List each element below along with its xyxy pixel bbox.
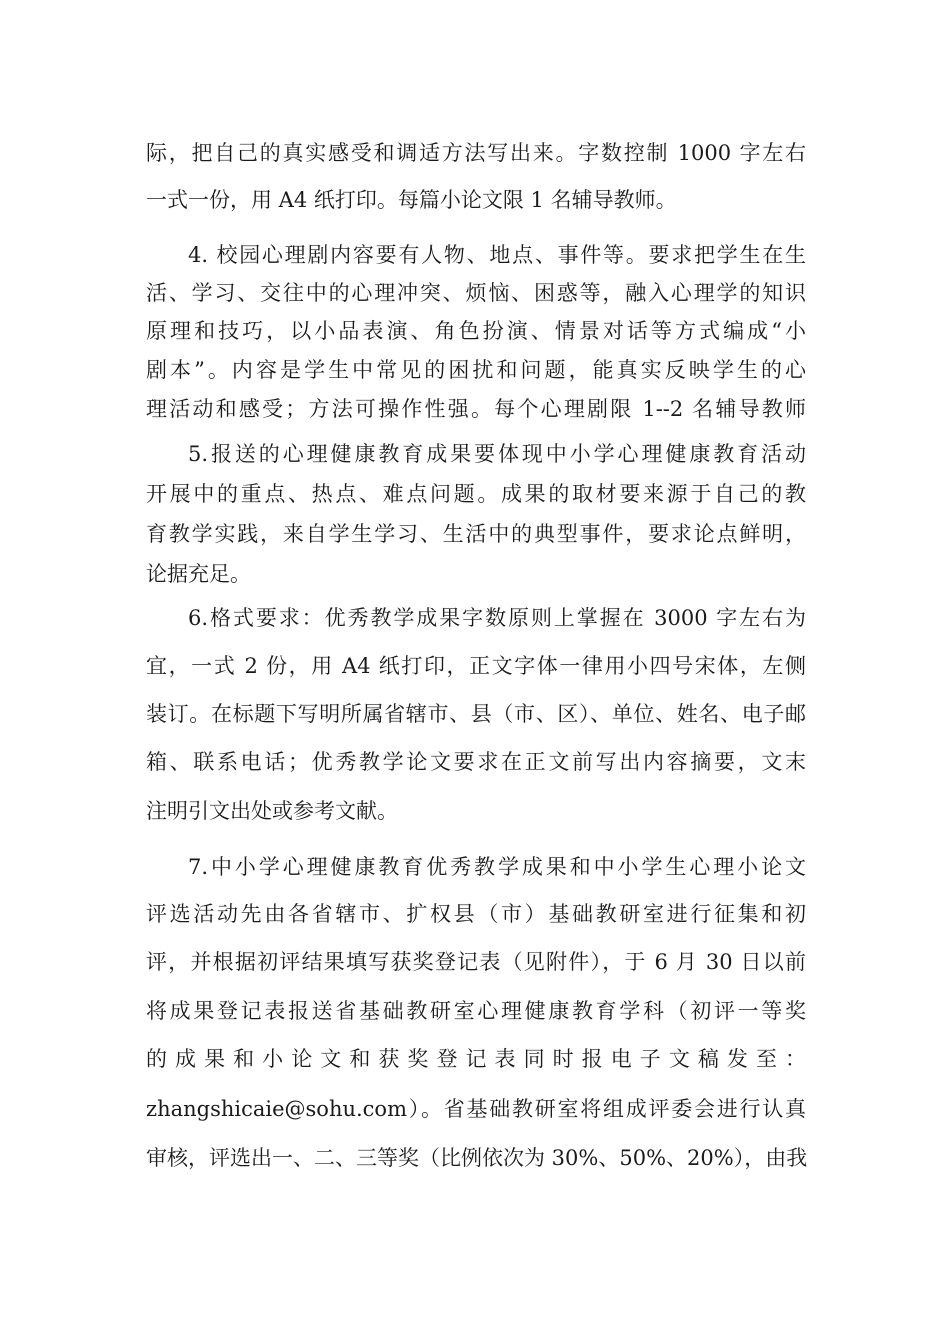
text-line: 原理和技巧，以小品表演、角色扮演、情景对话等方式编成“小 — [146, 319, 806, 343]
text-line: 评选活动先由各省辖市、扩权县（市）基础教研室进行征集和初 — [146, 902, 806, 926]
text-line: 一式一份，用 A4 纸打印。每篇小论文限 1 名辅导教师。 — [146, 188, 677, 212]
text-line: 活、学习、交往中的心理冲突、烦恼、困惑等，融入心理学的知识 — [146, 281, 806, 305]
paragraph-4-first-line: 4. 校园心理剧内容要有人物、地点、事件等。要求把学生在生 — [188, 243, 806, 267]
text-line: 理活动和感受；方法可操作性强。每个心理剧限 1--2 名辅导教师 — [146, 397, 806, 421]
text-line: 育教学实践，来自学生学习、生活中的典型事件，要求论点鲜明， — [146, 522, 806, 546]
text-line: 的成果和小论文和获奖登记表同时报电子文稿发至： — [146, 1047, 806, 1071]
paragraph-6-first-line: 6.格式要求：优秀教学成果字数原则上掌握在 3000 字左右为 — [188, 606, 806, 630]
text-line: 装订。在标题下写明所属省辖市、县（市、区）、单位、姓名、电子邮 — [146, 702, 806, 726]
email-line: zhangshicaie@sohu.com）。省基础教研室将组成评委会进行认真 — [146, 1097, 806, 1121]
text-line: 剧本”。内容是学生中常见的困扰和问题，能真实反映学生的心 — [146, 358, 806, 382]
text-line: 际，把自己的真实感受和调适方法写出来。字数控制 1000 字左右 — [146, 141, 806, 165]
text-line: 箱、联系电话；优秀教学论文要求在正文前写出内容摘要，文末 — [146, 750, 806, 774]
text-line: 宜，一式 2 份，用 A4 纸打印，正文字体一律用小四号宋体，左侧 — [146, 654, 806, 678]
paragraph-7-first-line: 7.中小学心理健康教育优秀教学成果和中小学生心理小论文 — [188, 855, 806, 879]
text-line: 评，并根据初评结果填写获奖登记表（见附件），于 6 月 30 日以前 — [146, 950, 806, 974]
text-line: 将成果登记表报送省基础教研室心理健康教育学科（初评一等奖 — [146, 999, 806, 1023]
text-line: 审核，评选出一、二、三等奖（比例依次为 30%、50%、20%），由我 — [146, 1146, 808, 1170]
paragraph-5-first-line: 5.报送的心理健康教育成果要体现中小学心理健康教育活动 — [188, 442, 806, 466]
text-line: 开展中的重点、热点、难点问题。成果的取材要来源于自己的教 — [146, 482, 806, 506]
text-line: 注明引文出处或参考文献。 — [146, 799, 398, 823]
text-line: 论据充足。 — [146, 562, 251, 586]
